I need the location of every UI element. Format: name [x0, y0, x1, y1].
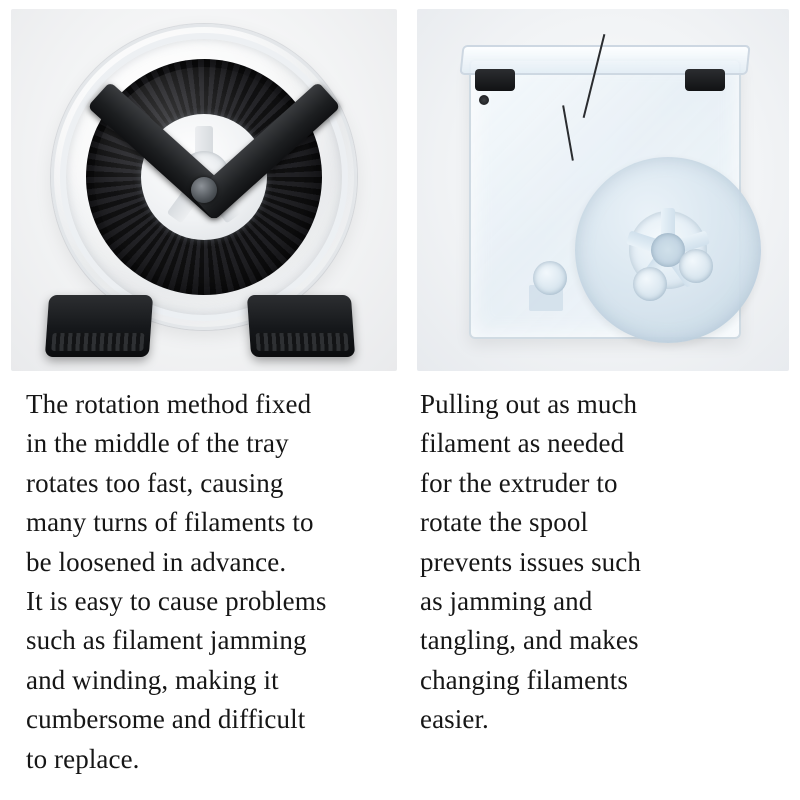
caption-line: easier.: [420, 704, 489, 735]
box-roller: [679, 249, 713, 283]
caption-line: be loosened in advance.: [26, 546, 287, 577]
caption-line: The rotation method fixed: [26, 389, 312, 419]
caption-line: many turns of filaments to: [26, 507, 314, 538]
caption-line: prevents issues such: [420, 546, 641, 577]
lid-latch-left: [475, 69, 515, 91]
stand-foot-right: [247, 295, 355, 357]
lid-latch-pin: [479, 95, 489, 105]
lid-latch-right: [685, 69, 725, 91]
dry-box-body: [469, 59, 741, 339]
caption-line: cumbersome and difficult: [26, 704, 306, 735]
filament-spool-in-sealed-dry-box-photo: [417, 9, 789, 371]
caption-line: to replace.: [26, 743, 140, 774]
filament-spool-on-rotating-stand-photo: [11, 9, 397, 371]
right-panel: [408, 0, 800, 800]
caption-line: for the extruder to: [420, 467, 618, 498]
caption-line: It is easy to cause problems: [26, 586, 327, 617]
right-caption: [408, 385, 800, 740]
spool-in-box: [575, 157, 761, 343]
caption-line: tangling, and makes: [420, 625, 639, 656]
caption-line: and winding, making it: [26, 664, 279, 695]
caption-line: changing filaments: [420, 664, 628, 695]
box-roller: [633, 267, 667, 301]
caption-line: in the middle of the tray: [26, 428, 289, 459]
caption-line: rotates too fast, causing: [26, 467, 284, 498]
caption-line: filament as needed: [420, 428, 625, 459]
left-caption: [0, 385, 408, 779]
caption-line: Pulling out as much: [420, 389, 638, 419]
caption-line: as jamming and: [420, 586, 593, 617]
stand-axle-bearing: [191, 177, 217, 203]
box-roller: [533, 261, 567, 295]
stand-foot-left: [45, 295, 153, 357]
caption-line: such as filament jamming: [26, 625, 307, 656]
caption-line: rotate the spool: [420, 507, 589, 538]
